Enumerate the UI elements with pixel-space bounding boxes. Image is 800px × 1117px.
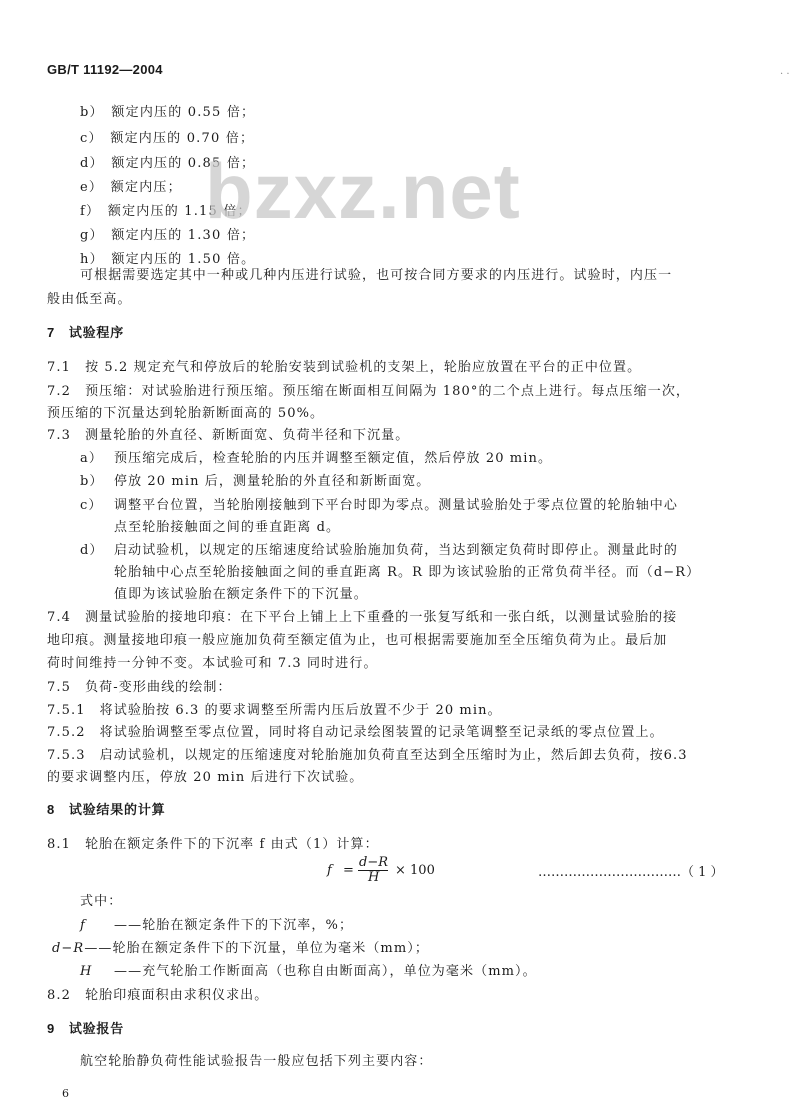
section-8-heading: 8 试验结果的计算 — [47, 802, 166, 817]
formula-lhs: f — [327, 863, 332, 878]
list-item-d: d） 额定内压的 0.85 倍； — [80, 156, 256, 171]
list-item-g: g） 额定内压的 1.30 倍； — [80, 228, 256, 243]
def-dash: —— — [114, 964, 143, 979]
sub-item-7-3-c-cont: 点至轮胎接触面之间的垂直距离 d。 — [114, 520, 341, 535]
para-7-4-line3: 荷时间维持一分钟不变。本试验可和 7.3 同时进行。 — [47, 656, 378, 671]
list-item-b: b） 额定内压的 0.55 倍； — [80, 105, 256, 120]
def-dash: —— — [114, 918, 143, 933]
formula-eq: = — [343, 863, 354, 878]
sub-item-7-3-d-cont1: 轮胎轴中心点至轮胎接触面之间的垂直距离 R。R 即为该试验胎的正常负荷半径。而（d−R） — [114, 565, 701, 580]
document-id: GB/T 11192—2004 — [47, 62, 163, 77]
para-7-2-line1: 7.2 预压缩：对试验胎进行预压缩。预压缩在断面相互间隔为 180°的二个点上进行。每点压缩一次， — [47, 384, 691, 399]
formula-tail: × 100 — [395, 863, 435, 878]
formula-numerator: d−R — [359, 855, 389, 870]
para-7-5-1: 7.5.1 将试验胎按 6.3 的要求调整至所需内压后放置不少于 20 min。 — [47, 703, 502, 718]
para-pressure-choice-2: 般由低至高。 — [47, 292, 132, 307]
def-symbol: H — [80, 964, 93, 979]
para-7-5-3-line1: 7.5.3 启动试验机，以规定的压缩速度对轮胎施加负荷直至达到全压缩时为止，然后卸去负荷，按6.3 — [47, 748, 688, 763]
para-8-1: 8.1 轮胎在额定条件下的下沉率 f 由式（1）计算： — [47, 837, 379, 852]
para-pressure-choice-1: 可根据需要选定其中一种或几种内压进行试验，也可按合同方要求的内压进行。试验时，内压一 — [80, 268, 673, 283]
para-7-2-line2: 预压缩的下沉量达到轮胎新断面高的 50%。 — [47, 406, 325, 421]
sub-item-7-3-d — [80, 539, 678, 558]
formula-denominator: H — [368, 870, 380, 885]
list-item-e: e） 额定内压； — [80, 180, 182, 195]
sub-item-label: b） — [80, 474, 104, 489]
sub-item-text: 调整平台位置，当轮胎刚接触到下平台时即为零点。测量试验胎处于零点位置的轮胎轴中心 — [114, 498, 679, 513]
list-item-c: c） 额定内压的 0.70 倍； — [80, 131, 255, 146]
list-item-f: f） 额定内压的 1.15 倍； — [80, 204, 252, 219]
formula-number: ……………………………（ 1 ） — [538, 865, 724, 880]
where-label: 式中： — [80, 894, 123, 909]
def-text: 轮胎在额定条件下的下沉量，单位为毫米（mm）； — [112, 941, 429, 956]
def-symbol: f — [80, 918, 86, 933]
para-7-5-3-line2: 的要求调整内压，停放 20 min 后进行下次试验。 — [47, 770, 364, 785]
sub-item-text: 预压缩完成后，检查轮胎的内压并调整至额定值，然后停放 20 min。 — [114, 451, 553, 466]
sub-item-7-3-d-cont2: 值即为该试验胎在额定条件下的下沉量。 — [114, 587, 368, 602]
sub-item-label: d） — [80, 543, 104, 558]
para-7-5-2: 7.5.2 将试验胎调整至零点位置，同时将自动记录绘图装置的记录笔调整至记录纸的零点位置上。 — [47, 725, 664, 740]
definition-d-r — [52, 937, 429, 956]
corner-mark: . . — [780, 66, 790, 77]
para-7-3: 7.3 测量轮胎的外直径、新断面宽、负荷半径和下沉量。 — [47, 428, 410, 443]
sub-item-label: a） — [80, 451, 103, 466]
page-number: 6 — [62, 1087, 69, 1100]
section-9-heading: 9 试验报告 — [47, 1021, 125, 1036]
watermark-logo: bzxz.net — [205, 147, 521, 235]
para-7-4-line2: 地印痕。测量接地印痕一般应施加负荷至额定值为止，也可根据需要施加至全压缩负荷为止。最后加 — [47, 633, 668, 648]
def-text: 充气轮胎工作断面高（也称自由断面高），单位为毫米（mm）。 — [142, 964, 537, 979]
definition-h — [80, 960, 537, 979]
definition-f — [80, 914, 353, 933]
def-text: 轮胎在额定条件下的下沉率，%； — [142, 918, 354, 933]
list-item-h: h） 额定内压的 1.50 倍。 — [80, 252, 256, 267]
para-7-4-line1: 7.4 测量试验胎的接地印痕：在下平台上铺上上下重叠的一张复写纸和一张白纸，以测量试验胎的接 — [47, 610, 678, 625]
def-symbol: d−R — [52, 941, 85, 956]
sub-item-text: 启动试验机，以规定的压缩速度给试验胎施加负荷，当达到额定负荷时即停止。测量此时的 — [114, 543, 679, 558]
sub-item-7-3-b — [80, 470, 430, 489]
def-dash: —— — [84, 941, 113, 956]
para-8-2: 8.2 轮胎印痕面积由求积仪求出。 — [47, 988, 269, 1003]
sub-item-text: 停放 20 min 后，测量轮胎的外直径和新断面宽。 — [114, 474, 431, 489]
section-7-heading: 7 试验程序 — [47, 325, 125, 340]
sub-item-7-3-a — [80, 447, 552, 466]
para-7-5: 7.5 负荷-变形曲线的绘制： — [47, 680, 232, 695]
sub-item-7-3-c — [80, 494, 678, 513]
para-9: 航空轮胎静负荷性能试验报告一般应包括下列主要内容： — [80, 1054, 433, 1069]
para-7-1: 7.1 按 5.2 规定充气和停放后的轮胎安装到试验机的支架上，轮胎应放置在平台的正中位置。 — [47, 360, 642, 375]
formula-1 — [325, 855, 455, 885]
sub-item-label: c） — [80, 498, 103, 513]
